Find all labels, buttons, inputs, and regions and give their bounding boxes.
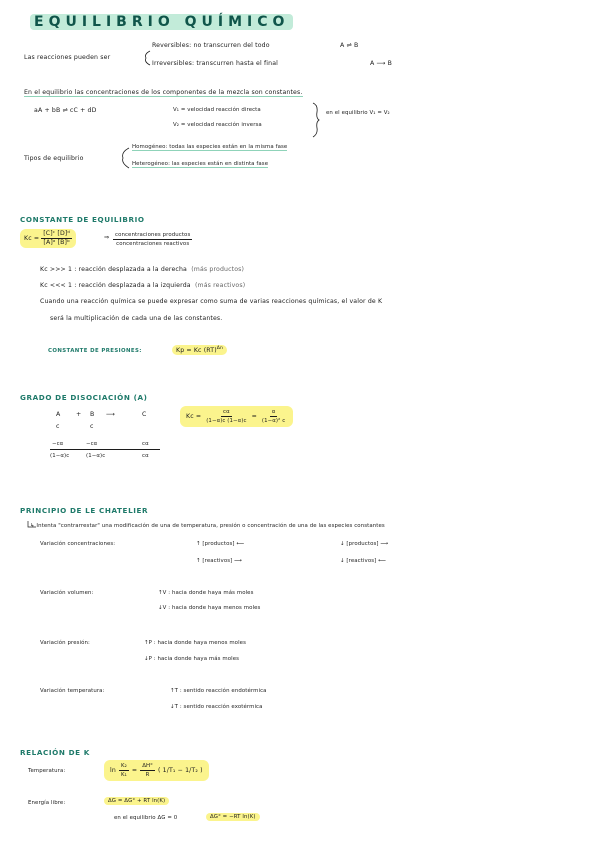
dis-r1-arrow: ⟶ — [106, 411, 116, 418]
conc-item-1: ↑ [productos] ⟵ — [196, 541, 245, 547]
tipos-label: Tipos de equilibrio — [24, 155, 84, 162]
brace-tipos — [123, 148, 129, 168]
pres-item-2: ↓P : hacia donde haya más moles — [144, 656, 240, 662]
vol-item-1: ↑V : hacia donde haya más moles — [158, 590, 254, 596]
page-title: EQUILIBRIO QUÍMICO — [30, 14, 293, 30]
dis-r3-a: −cα — [52, 441, 64, 447]
v-equal-text: en el equilibrio V₁ = V₂ — [326, 110, 390, 116]
disociacion-heading: GRADO DE DISOCIACIÓN (Α) — [20, 393, 148, 402]
pres-item-1: ↑P : hacia donde haya menos moles — [144, 640, 246, 646]
dis-r3-b: −cα — [86, 441, 98, 447]
desc-denominator: concentraciones reactivos — [116, 241, 190, 247]
sum-line-1: Cuando una reacción química se puede expresar como suma de varias reacciones químicas, el valor de K — [40, 298, 383, 305]
kc-small: Kc <<< 1 : reacción desplazada a la izquierda (más reactivos) — [40, 282, 246, 289]
temp-item-2: ↓T : sentido reacción exotérmica — [170, 704, 263, 710]
dis-r1-c: C — [142, 411, 147, 418]
homogeneo-text: Homogéneo: todas las especies están en la misma fase — [132, 144, 288, 150]
dis-divider — [50, 449, 160, 450]
desc-numerator: concentraciones productos — [115, 232, 191, 238]
constante-heading: CONSTANTE DE EQUILIBRIO — [20, 215, 145, 224]
v1-text: V₁ = velocidad reacción directa — [173, 107, 261, 113]
sum-line-2: será la multiplicación de cada una de las constantes. — [50, 315, 223, 322]
temp-label: Variación temperatura: — [40, 688, 105, 694]
chatelier-intro: ↳ Intenta "contrarrestar" una modificación de una de temperatura, presión o concentración de una de las especies constantes — [30, 523, 385, 529]
vol-label: Variación volumen: — [40, 590, 94, 596]
vol-item-2: ↓V : hacia donde haya menos moles — [158, 605, 261, 611]
conc-label: Variación concentraciones: — [40, 541, 116, 547]
dis-r4-c: cα — [142, 453, 149, 459]
reversibles-text: Reversibles: no transcurren del todo — [152, 42, 270, 49]
dis-r1-plus: + — [76, 411, 82, 418]
kp-formula: Kp = Kc (RT)$^{\Delta n}$ — [172, 345, 227, 355]
dis-r3-c: cα — [142, 441, 149, 447]
dis-kc-formula: Kc = $\frac{c\alpha}{(1-\alpha)c (1-\alpha)c}$ = $\frac{\alpha}{\text{(1−α)² c}}$ — [180, 406, 293, 427]
chatelier-heading: PRINCIPIO DE LE CHATELIER — [20, 506, 149, 515]
kc-implies-arrow: ⇒ — [104, 234, 110, 241]
kc-label: Kc = — [24, 235, 40, 242]
relacion-heading: RELACIÓN DE K — [20, 748, 90, 757]
reversibles-eq: A ⇌ B — [340, 42, 359, 49]
dis-r4-b: (1−α)c — [86, 453, 106, 459]
pres-label: Variación presión: — [40, 640, 90, 646]
kc-description — [113, 231, 192, 248]
kc-denominator: [A]ᵃ [B]ᵇ — [43, 239, 70, 246]
dis-r2-c2: c — [90, 423, 94, 430]
temp-item-1: ↑T : sentido reacción endotérmica — [170, 688, 267, 694]
rel-temp-label: Temperatura: — [28, 768, 66, 774]
equilibrio-note: en el equilibrio ΔG = 0 — [114, 815, 178, 821]
kp-label: CONSTANTE DE PRESIONES: — [48, 348, 142, 354]
energia-label: Energía libre: — [28, 800, 66, 806]
equilibrio-formula: ΔG° = −RT ln(K) — [206, 813, 260, 821]
irreversibles-text: Irreversibles: transcurren hasta el final — [152, 60, 279, 67]
v2-text: V₂ = velocidad reacción inversa — [173, 122, 262, 128]
dis-r1-b: B — [90, 411, 95, 418]
equilibrium-note: En el equilibrio las concentraciones de los componentes de la mezcla son constantes. — [24, 89, 303, 96]
kc-big: Kc >>> 1 : reacción desplazada a la derecha (más productos) — [40, 266, 245, 273]
reacciones-lead: Las reacciones pueden ser — [24, 54, 111, 61]
dis-r2-c1: c — [56, 423, 60, 430]
irreversibles-eq: A ⟶ B — [370, 60, 393, 67]
kc-formula — [20, 229, 76, 248]
kc-numerator: [C]ᶜ [D]ᵈ — [43, 230, 71, 237]
dis-r4-a: (1−α)c — [50, 453, 70, 459]
energia-formula: ΔG = ΔG° + RT ln(K) — [104, 797, 169, 805]
conc-item-3: ↑ [reactivos] ⟶ — [196, 558, 242, 564]
heterogeneo-text: Heterogéneo: las especies están en distinta fase — [132, 161, 269, 167]
conc-item-4: ↓ [reactivos] ⟵ — [340, 558, 386, 564]
brace-intro — [146, 51, 151, 65]
reaction-equation: aA + bB ⇌ cC + dD — [34, 107, 97, 114]
conc-item-2: ↓ [productos] ⟶ — [340, 541, 389, 547]
dis-r1-a: A — [56, 411, 61, 418]
brace-velocidades — [313, 103, 319, 137]
vant-hoff-formula: ln $\frac{\text{K₂}}{\text{K₁}}$ = $\frac{\Delta H^\circ}{R}$ ( 1/T₁ − 1/T₂ ) — [104, 760, 209, 781]
